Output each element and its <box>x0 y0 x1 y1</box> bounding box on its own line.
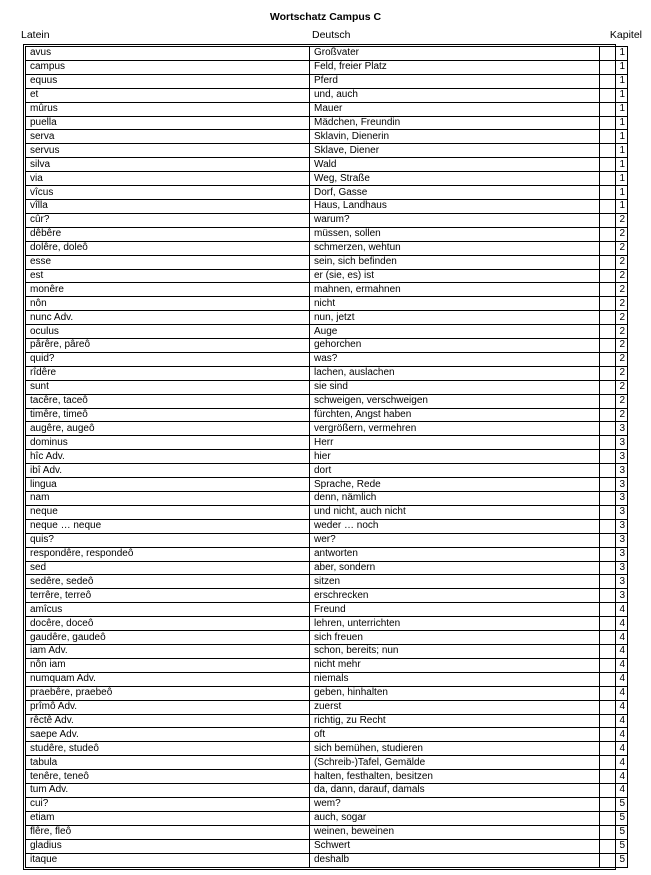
latin-term-cell: oculus <box>26 325 310 339</box>
german-translation-cell: schmerzen, wehtun <box>310 241 600 255</box>
table-row <box>26 325 628 339</box>
table-row <box>26 283 628 297</box>
german-translation-cell: dort <box>310 464 600 478</box>
latin-term-cell: quid? <box>26 352 310 366</box>
german-translation-cell: halten, festhalten, besitzen <box>310 770 600 784</box>
chapter-number-cell: 4 <box>600 756 628 770</box>
table-row <box>26 589 628 603</box>
german-translation-cell: auch, sogar <box>310 811 600 825</box>
german-translation-cell: Wald <box>310 158 600 172</box>
chapter-number-cell: 3 <box>600 589 628 603</box>
latin-term-cell: servus <box>26 144 310 158</box>
latin-term-cell: sunt <box>26 380 310 394</box>
chapter-number-cell: 4 <box>600 714 628 728</box>
chapter-number-cell: 4 <box>600 631 628 645</box>
table-row <box>26 658 628 672</box>
german-translation-cell: weinen, beweinen <box>310 825 600 839</box>
table-row <box>26 631 628 645</box>
latin-term-cell: flêre, fleô <box>26 825 310 839</box>
latin-term-cell: neque … neque <box>26 519 310 533</box>
chapter-number-cell: 2 <box>600 408 628 422</box>
chapter-number-cell: 2 <box>600 394 628 408</box>
table-row <box>26 811 628 825</box>
latin-term-cell: dominus <box>26 436 310 450</box>
german-translation-cell: sie sind <box>310 380 600 394</box>
vocabulary-table-body <box>26 47 628 868</box>
german-translation-cell: warum? <box>310 213 600 227</box>
table-row <box>26 700 628 714</box>
latin-term-cell: vîcus <box>26 186 310 200</box>
table-row <box>26 519 628 533</box>
latin-term-cell: prîmô Adv. <box>26 700 310 714</box>
chapter-number-cell: 2 <box>600 241 628 255</box>
latin-term-cell: neque <box>26 505 310 519</box>
german-translation-cell: sich bemühen, studieren <box>310 742 600 756</box>
chapter-number-cell: 1 <box>600 60 628 74</box>
table-row <box>26 311 628 325</box>
latin-term-cell: tacêre, taceô <box>26 394 310 408</box>
german-translation-cell: denn, nämlich <box>310 492 600 506</box>
german-translation-cell: (Schreib-)Tafel, Gemälde <box>310 756 600 770</box>
german-translation-cell: nicht mehr <box>310 658 600 672</box>
vocabulary-table <box>25 46 628 868</box>
table-row <box>26 436 628 450</box>
column-header-german: Deutsch <box>312 29 351 41</box>
latin-term-cell: ibî Adv. <box>26 464 310 478</box>
chapter-number-cell: 1 <box>600 186 628 200</box>
latin-term-cell: iam Adv. <box>26 644 310 658</box>
table-row <box>26 839 628 853</box>
chapter-number-cell: 1 <box>600 88 628 102</box>
table-row <box>26 227 628 241</box>
chapter-number-cell: 2 <box>600 311 628 325</box>
column-header-chapter: Kapitel <box>609 29 642 41</box>
latin-term-cell: amîcus <box>26 603 310 617</box>
chapter-number-cell: 3 <box>600 464 628 478</box>
latin-term-cell: sed <box>26 561 310 575</box>
latin-term-cell: equus <box>26 74 310 88</box>
chapter-number-cell: 3 <box>600 575 628 589</box>
latin-term-cell: monêre <box>26 283 310 297</box>
latin-term-cell: est <box>26 269 310 283</box>
latin-term-cell: nôn iam <box>26 658 310 672</box>
table-row <box>26 199 628 213</box>
table-row <box>26 130 628 144</box>
chapter-number-cell: 2 <box>600 269 628 283</box>
latin-term-cell: timêre, timeô <box>26 408 310 422</box>
chapter-number-cell: 1 <box>600 116 628 130</box>
german-translation-cell: geben, hinhalten <box>310 686 600 700</box>
latin-term-cell: nam <box>26 492 310 506</box>
table-row <box>26 547 628 561</box>
chapter-number-cell: 2 <box>600 380 628 394</box>
table-row <box>26 255 628 269</box>
latin-term-cell: via <box>26 172 310 186</box>
german-translation-cell: Auge <box>310 325 600 339</box>
chapter-number-cell: 3 <box>600 478 628 492</box>
german-translation-cell: schon, bereits; nun <box>310 644 600 658</box>
chapter-number-cell: 4 <box>600 658 628 672</box>
chapter-number-cell: 1 <box>600 47 628 61</box>
chapter-number-cell: 5 <box>600 797 628 811</box>
latin-term-cell: et <box>26 88 310 102</box>
table-row <box>26 603 628 617</box>
german-translation-cell: er (sie, es) ist <box>310 269 600 283</box>
table-row <box>26 408 628 422</box>
german-translation-cell: Mauer <box>310 102 600 116</box>
table-row <box>26 60 628 74</box>
chapter-number-cell: 1 <box>600 199 628 213</box>
german-translation-cell: wem? <box>310 797 600 811</box>
german-translation-cell: Herr <box>310 436 600 450</box>
latin-term-cell: quis? <box>26 533 310 547</box>
german-translation-cell: Großvater <box>310 47 600 61</box>
german-translation-cell: da, dann, darauf, damals <box>310 784 600 798</box>
chapter-number-cell: 1 <box>600 158 628 172</box>
german-translation-cell: niemals <box>310 672 600 686</box>
latin-term-cell: serva <box>26 130 310 144</box>
table-row <box>26 575 628 589</box>
latin-term-cell: pârêre, pâreô <box>26 339 310 353</box>
table-row <box>26 561 628 575</box>
chapter-number-cell: 4 <box>600 686 628 700</box>
latin-term-cell: tum Adv. <box>26 784 310 798</box>
latin-term-cell: praebêre, praebeô <box>26 686 310 700</box>
german-translation-cell: Schwert <box>310 839 600 853</box>
table-row <box>26 172 628 186</box>
latin-term-cell: nôn <box>26 297 310 311</box>
table-row <box>26 102 628 116</box>
german-translation-cell: vergrößern, vermehren <box>310 422 600 436</box>
german-translation-cell: oft <box>310 728 600 742</box>
chapter-number-cell: 3 <box>600 422 628 436</box>
chapter-number-cell: 2 <box>600 255 628 269</box>
latin-term-cell: respondêre, respondeô <box>26 547 310 561</box>
latin-term-cell: rêctê Adv. <box>26 714 310 728</box>
german-translation-cell: antworten <box>310 547 600 561</box>
latin-term-cell: puella <box>26 116 310 130</box>
chapter-number-cell: 4 <box>600 784 628 798</box>
chapter-number-cell: 2 <box>600 339 628 353</box>
german-translation-cell: was? <box>310 352 600 366</box>
table-row <box>26 797 628 811</box>
latin-term-cell: docêre, doceô <box>26 617 310 631</box>
german-translation-cell: Pferd <box>310 74 600 88</box>
latin-term-cell: numquam Adv. <box>26 672 310 686</box>
german-translation-cell: deshalb <box>310 853 600 867</box>
table-row <box>26 464 628 478</box>
german-translation-cell: lachen, auslachen <box>310 366 600 380</box>
table-row <box>26 742 628 756</box>
table-row <box>26 88 628 102</box>
german-translation-cell: und, auch <box>310 88 600 102</box>
chapter-number-cell: 5 <box>600 811 628 825</box>
chapter-number-cell: 2 <box>600 325 628 339</box>
german-translation-cell: fürchten, Angst haben <box>310 408 600 422</box>
table-row <box>26 186 628 200</box>
chapter-number-cell: 5 <box>600 853 628 867</box>
german-translation-cell: lehren, unterrichten <box>310 617 600 631</box>
german-translation-cell: mahnen, ermahnen <box>310 283 600 297</box>
chapter-number-cell: 1 <box>600 144 628 158</box>
chapter-number-cell: 2 <box>600 297 628 311</box>
table-row <box>26 380 628 394</box>
table-row <box>26 339 628 353</box>
table-row <box>26 47 628 61</box>
german-translation-cell: nun, jetzt <box>310 311 600 325</box>
chapter-number-cell: 4 <box>600 617 628 631</box>
german-translation-cell: hier <box>310 450 600 464</box>
latin-term-cell: terrêre, terreô <box>26 589 310 603</box>
chapter-number-cell: 4 <box>600 644 628 658</box>
german-translation-cell: nicht <box>310 297 600 311</box>
latin-term-cell: avus <box>26 47 310 61</box>
chapter-number-cell: 2 <box>600 352 628 366</box>
table-row <box>26 505 628 519</box>
table-row <box>26 672 628 686</box>
table-row <box>26 825 628 839</box>
document-title: Wortschatz Campus C <box>269 11 382 23</box>
german-translation-cell: schweigen, verschweigen <box>310 394 600 408</box>
german-translation-cell: sein, sich befinden <box>310 255 600 269</box>
latin-term-cell: tabula <box>26 756 310 770</box>
table-row <box>26 116 628 130</box>
chapter-number-cell: 2 <box>600 213 628 227</box>
table-row <box>26 297 628 311</box>
latin-term-cell: dolêre, doleô <box>26 241 310 255</box>
latin-term-cell: gladius <box>26 839 310 853</box>
latin-term-cell: campus <box>26 60 310 74</box>
chapter-number-cell: 2 <box>600 227 628 241</box>
latin-term-cell: cûr? <box>26 213 310 227</box>
table-row <box>26 644 628 658</box>
chapter-number-cell: 3 <box>600 533 628 547</box>
table-row <box>26 144 628 158</box>
latin-term-cell: saepe Adv. <box>26 728 310 742</box>
chapter-number-cell: 4 <box>600 770 628 784</box>
table-row <box>26 213 628 227</box>
latin-term-cell: silva <box>26 158 310 172</box>
german-translation-cell: Haus, Landhaus <box>310 199 600 213</box>
chapter-number-cell: 4 <box>600 603 628 617</box>
table-row <box>26 533 628 547</box>
table-row <box>26 422 628 436</box>
table-row <box>26 269 628 283</box>
chapter-number-cell: 3 <box>600 492 628 506</box>
german-translation-cell: Sklave, Diener <box>310 144 600 158</box>
chapter-number-cell: 4 <box>600 672 628 686</box>
chapter-number-cell: 1 <box>600 130 628 144</box>
table-row <box>26 478 628 492</box>
column-header-latin: Latein <box>21 29 50 41</box>
chapter-number-cell: 3 <box>600 519 628 533</box>
german-translation-cell: zuerst <box>310 700 600 714</box>
chapter-number-cell: 2 <box>600 283 628 297</box>
table-row <box>26 158 628 172</box>
table-row <box>26 756 628 770</box>
chapter-number-cell: 4 <box>600 742 628 756</box>
table-row <box>26 74 628 88</box>
latin-term-cell: mûrus <box>26 102 310 116</box>
table-row <box>26 770 628 784</box>
latin-term-cell: gaudêre, gaudeô <box>26 631 310 645</box>
chapter-number-cell: 5 <box>600 825 628 839</box>
german-translation-cell: weder … noch <box>310 519 600 533</box>
latin-term-cell: lingua <box>26 478 310 492</box>
table-row <box>26 853 628 867</box>
chapter-number-cell: 3 <box>600 547 628 561</box>
latin-term-cell: tenêre, teneô <box>26 770 310 784</box>
latin-term-cell: sedêre, sedeô <box>26 575 310 589</box>
table-row <box>26 450 628 464</box>
german-translation-cell: und nicht, auch nicht <box>310 505 600 519</box>
latin-term-cell: vîlla <box>26 199 310 213</box>
german-translation-cell: erschrecken <box>310 589 600 603</box>
chapter-number-cell: 5 <box>600 839 628 853</box>
chapter-number-cell: 1 <box>600 172 628 186</box>
german-translation-cell: gehorchen <box>310 339 600 353</box>
latin-term-cell: etiam <box>26 811 310 825</box>
chapter-number-cell: 3 <box>600 436 628 450</box>
latin-term-cell: dêbêre <box>26 227 310 241</box>
chapter-number-cell: 4 <box>600 728 628 742</box>
latin-term-cell: augêre, augeô <box>26 422 310 436</box>
german-translation-cell: Sklavin, Dienerin <box>310 130 600 144</box>
latin-term-cell: esse <box>26 255 310 269</box>
latin-term-cell: hîc Adv. <box>26 450 310 464</box>
german-translation-cell: wer? <box>310 533 600 547</box>
chapter-number-cell: 1 <box>600 74 628 88</box>
chapter-number-cell: 1 <box>600 102 628 116</box>
chapter-number-cell: 2 <box>600 366 628 380</box>
german-translation-cell: Weg, Straße <box>310 172 600 186</box>
german-translation-cell: richtig, zu Recht <box>310 714 600 728</box>
latin-term-cell: itaque <box>26 853 310 867</box>
table-row <box>26 714 628 728</box>
german-translation-cell: sitzen <box>310 575 600 589</box>
german-translation-cell: Dorf, Gasse <box>310 186 600 200</box>
german-translation-cell: Mädchen, Freundin <box>310 116 600 130</box>
table-row <box>26 492 628 506</box>
table-row <box>26 728 628 742</box>
german-translation-cell: sich freuen <box>310 631 600 645</box>
chapter-number-cell: 3 <box>600 561 628 575</box>
table-row <box>26 241 628 255</box>
table-row <box>26 394 628 408</box>
latin-term-cell: nunc Adv. <box>26 311 310 325</box>
german-translation-cell: müssen, sollen <box>310 227 600 241</box>
german-translation-cell: aber, sondern <box>310 561 600 575</box>
table-row <box>26 784 628 798</box>
table-row <box>26 686 628 700</box>
chapter-number-cell: 3 <box>600 450 628 464</box>
table-row <box>26 366 628 380</box>
chapter-number-cell: 4 <box>600 700 628 714</box>
chapter-number-cell: 3 <box>600 505 628 519</box>
table-row <box>26 617 628 631</box>
latin-term-cell: rîdêre <box>26 366 310 380</box>
latin-term-cell: cui? <box>26 797 310 811</box>
table-row <box>26 352 628 366</box>
german-translation-cell: Sprache, Rede <box>310 478 600 492</box>
german-translation-cell: Feld, freier Platz <box>310 60 600 74</box>
latin-term-cell: studêre, studeô <box>26 742 310 756</box>
german-translation-cell: Freund <box>310 603 600 617</box>
